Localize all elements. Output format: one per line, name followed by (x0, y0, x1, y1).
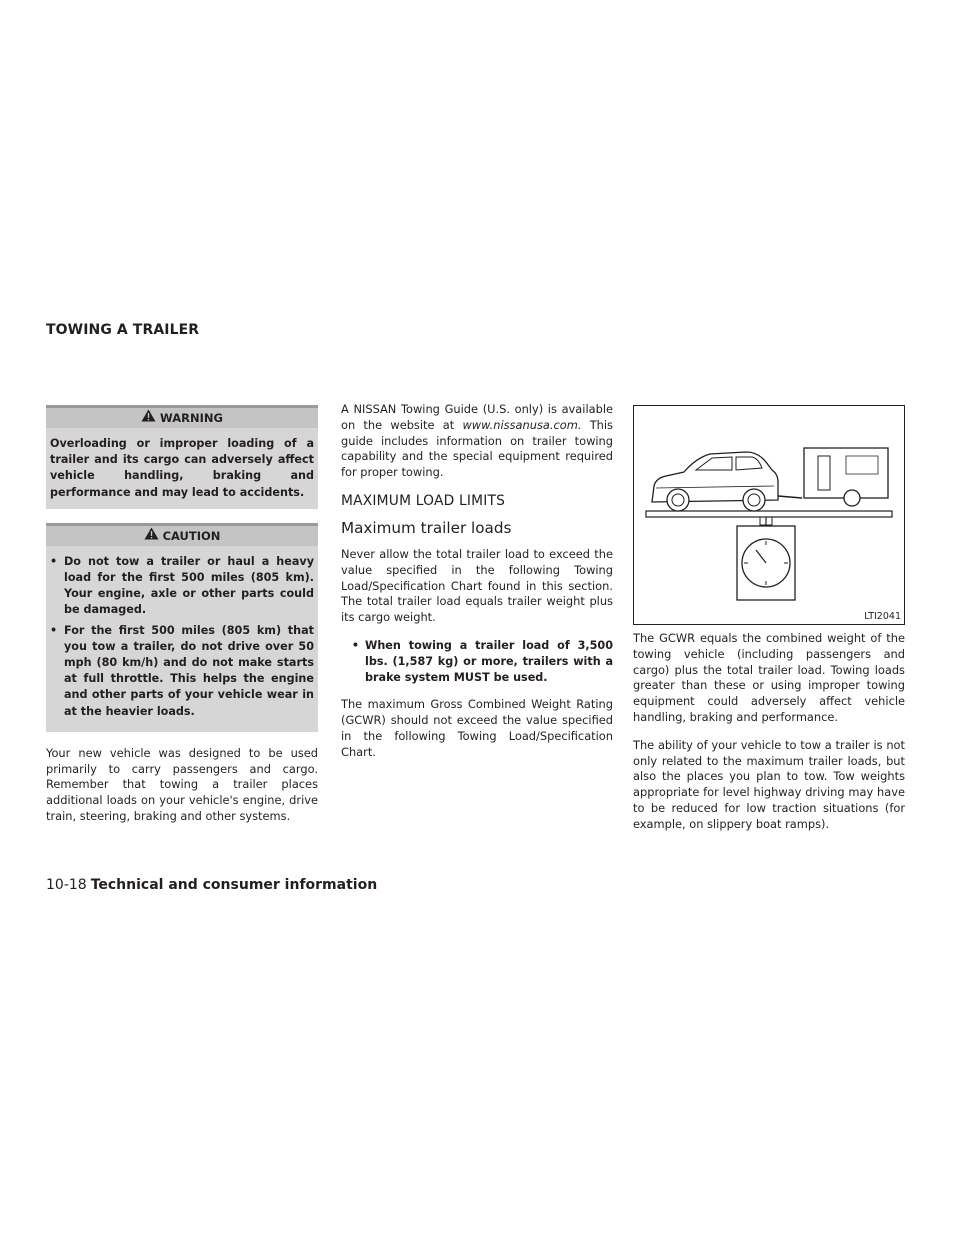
caution-header (46, 526, 318, 546)
intro-paragraph: Your new vehicle was designed to be used primarily to carry passengers and cargo. Remember that towing a trailer places additional loads on your vehicle's engine, drive train, steering, braking and other systems. (46, 745, 318, 824)
brake-system-bullet: • When towing a trailer load of 3,500 lbs. (1,587 kg) or more, trailers with a brake system MUST be used. (341, 638, 613, 685)
heading-max-load-limits: MAXIMUM LOAD LIMITS (341, 492, 506, 509)
caution-item: • For the first 500 miles (805 km) that you tow a trailer, do not drive over 50 mph (80 km/h) and do not make starts at full throttle. This helps the engine and other parts of your vehicle wear in at the heavier loads. (50, 623, 314, 720)
bullet-dot: • (50, 623, 58, 637)
website-link[interactable]: www.nissanusa.com. (462, 417, 582, 432)
car-trailer-scale-illustration (634, 406, 904, 624)
column-1 (46, 405, 318, 837)
towing-guide-paragraph: A NISSAN Towing Guide (U.S. only) is available on the website at www.nissanusa.com. This guide includes information on trailer towing capability and the special equipment required for proper towing. (341, 402, 613, 480)
caution-item: • Do not tow a trailer or haul a heavy load for the first 500 miles (805 km). Your engine, axle or other parts could be damaged. (50, 554, 314, 619)
warning-title: WARNING (160, 411, 223, 425)
figure-id: LTI2041 (864, 611, 901, 622)
warning-box (46, 405, 318, 509)
page-footer (46, 877, 377, 893)
towing-illustration (633, 405, 905, 625)
column-2 (341, 402, 613, 773)
chapter-title: Technical and consumer information (90, 877, 378, 893)
caution-title: CAUTION (162, 528, 221, 543)
caution-box (46, 523, 318, 732)
page-number: 10-18 (46, 877, 87, 893)
warning-triangle-icon (144, 526, 159, 546)
bullet-dot: • (351, 638, 359, 652)
warning-header (46, 408, 318, 428)
column-3 (633, 405, 905, 845)
trailer-load-paragraph: Never allow the total trailer load to exceed the value specified in the following Towing Load/Specification Chart found in this section. The total trailer load equals trailer weight plus its cargo weight. (341, 546, 613, 625)
section-title: TOWING A TRAILER (46, 322, 200, 338)
tow-ability-paragraph: The ability of your vehicle to tow a trailer is not only related to the maximum trailer loads, but also the places you plan to tow. Tow weights appropriate for level highway driving may have to be reduced for low traction situations (for example, on slippery boat ramps). (633, 737, 905, 831)
caution-list (46, 546, 318, 720)
gcwr-paragraph: The maximum Gross Combined Weight Rating (GCWR) should not exceed the value specified in the following Towing Load/Specification Chart. (341, 697, 613, 759)
heading-max-trailer-loads: Maximum trailer loads (341, 518, 512, 537)
bullet-dot: • (50, 554, 58, 568)
warning-text: Overloading or improper loading of a trailer and its cargo can adversely affect vehicle handling, braking and performance and may lead to accidents. (50, 437, 314, 499)
gcwr-definition-paragraph: The GCWR equals the combined weight of the towing vehicle (including passengers and cargo) plus the total trailer load. Towing loads greater than these or using improper towing equipment could adversely affect vehicle handling, braking and performance. (633, 631, 905, 724)
warning-triangle-icon (141, 408, 156, 428)
